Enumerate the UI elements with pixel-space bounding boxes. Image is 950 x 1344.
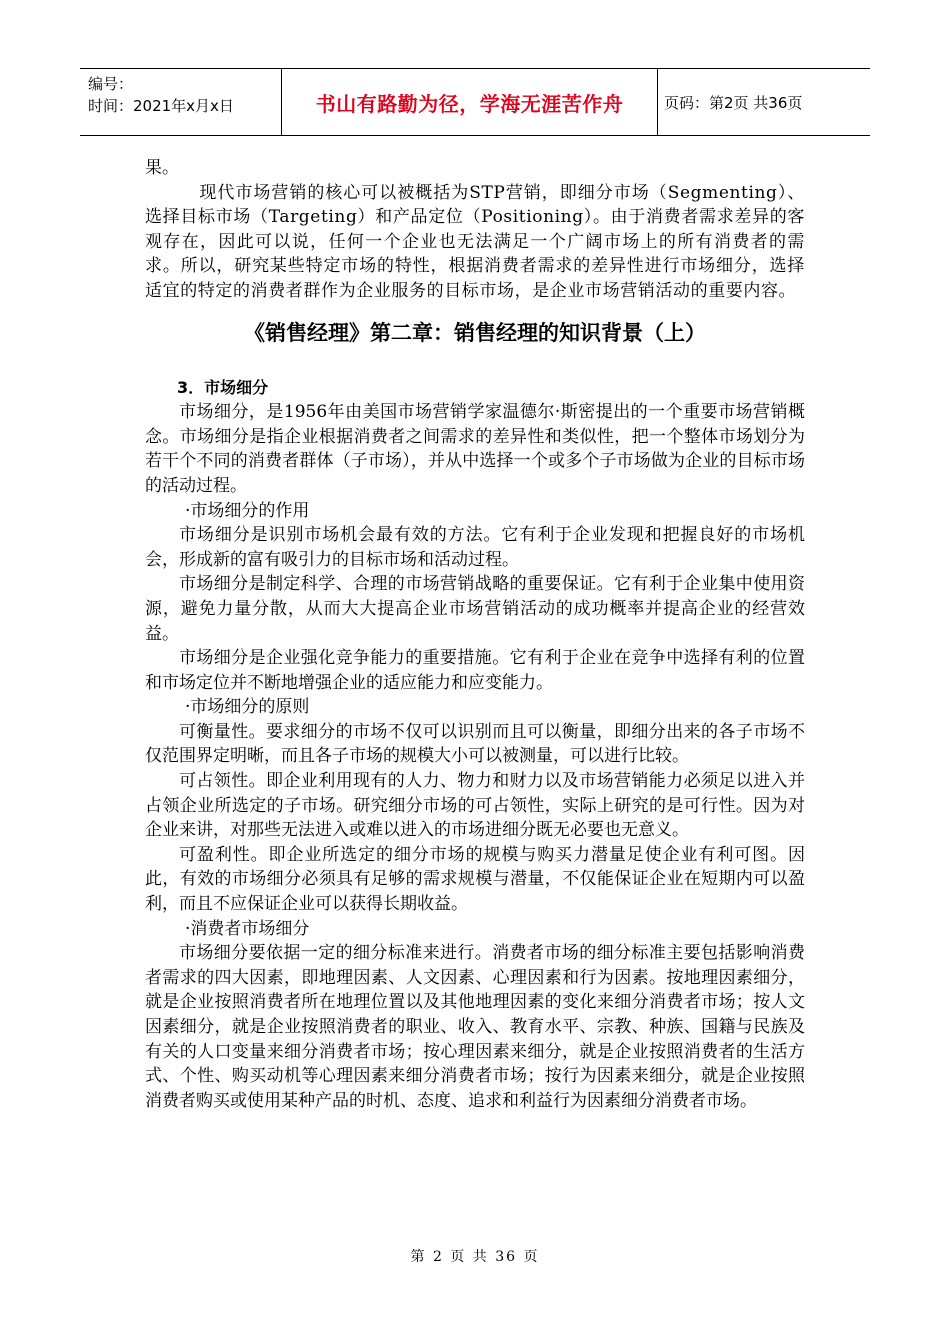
header-table: [80, 68, 870, 136]
paragraph: 果。: [145, 158, 179, 178]
paragraph: 市场细分是识别市场机会最有效的方法。它有利于企业发现和把握良好的市场机会，形成新的富有吸引力的目标市场和活动过程。: [145, 525, 805, 570]
chapter-title: 《销售经理》第二章：销售经理的知识背景（上）: [244, 320, 706, 345]
page-footer: 第 2 页 共 36 页: [410, 1249, 540, 1265]
document-time-label: 时间：2021年x月x日: [88, 97, 234, 115]
paragraph: 可占领性。即企业利用现有的人力、物力和财力以及市场营销能力必须足以进入并占领企业所选定的子市场。研究细分市场的可占领性，实际上研究的是可行性。因为对企业来讲，对那些无法进入或难以进入的市场进细分既无必要也无意义。: [145, 771, 805, 841]
paragraph: 市场细分是制定科学、合理的市场营销战略的重要保证。它有利于企业集中使用资源，避免力量分散，从而大大提高企业市场营销活动的成功概率并提高企业的经营效益。: [145, 574, 805, 644]
paragraph: 市场细分，是1956年由美国市场营销学家温德尔·斯密提出的一个重要市场营销概念。市场细分是指企业根据消费者之间需求的差异性和类似性，把一个整体市场划分为若干个不同的消费者群体（子市场），并从中选择一个或多个子市场做为企业的目标市场的活动过程。: [145, 402, 805, 496]
header-page-label: 页码：第2页 共36页: [664, 93, 803, 112]
paragraph: 可衡量性。要求细分的市场不仅可以识别而且可以衡量，即细分出来的各子市场不仅范围界定明晰，而且各子市场的规模大小可以被测量，可以进行比较。: [145, 721, 805, 767]
bullet-heading: ·消费者市场细分: [185, 918, 310, 939]
paragraph: 现代市场营销的核心可以被概括为STP营销，即细分市场（Segmenting）、选择目标市场（Targeting）和产品定位（Positioning）。由于消费者需求差异的客观存在，因此可以说，任何一个企业也无法满足一个广阔市场上的所有消费者的需求。所以，研究某些特定市场的特性，根据消费者需求的差异性进行市场细分，选择适宜的特定的消费者群作为企业服务的目标市场，是企业市场营销活动的重要内容。: [145, 182, 805, 301]
bullet-heading: ·市场细分的作用: [185, 500, 310, 521]
header-motto: 书山有路勤为径，学海无涯苦作舟: [282, 69, 658, 135]
paragraph: 市场细分是企业强化竞争能力的重要措施。它有利于企业在竞争中选择有利的位置和市场定位并不断地增强企业的适应能力和应变能力。: [145, 648, 805, 693]
paragraph: 市场细分要依据一定的细分标准来进行。消费者市场的细分标准主要包括影响消费者需求的四大因素，即地理因素、人文因素、心理因素和行为因素。按地理因素细分，就是企业按照消费者所在地理位置以及其他地理因素的变化来细分消费者市场；按人文因素细分，就是企业按照消费者的职业、收入、教育水平、宗教、种族、国籍与民族及有关的人口变量来细分消费者市场；按心理因素来细分，就是企业按照消费者的生活方式、个性、购买动机等心理因素来细分消费者市场；按行为因素来细分，就是企业按照消费者购买或使用某种产品的时机、态度、追求和利益行为因素细分消费者市场。: [145, 943, 805, 1111]
section-heading: 3．市场细分: [177, 377, 269, 397]
bullet-heading: ·市场细分的原则: [185, 697, 310, 718]
document-number-label: 编号：: [88, 75, 134, 93]
paragraph: 可盈利性。即企业所选定的细分市场的规模与购买力潜量足使企业有利可图。因此，有效的市场细分必须具有足够的需求规模与潜量，不仅能保证企业在短期内可以盈利，而且不应保证企业可以获得长期收益。: [145, 844, 805, 915]
header-meta-cell: [80, 69, 282, 135]
document-body: [145, 156, 805, 1113]
